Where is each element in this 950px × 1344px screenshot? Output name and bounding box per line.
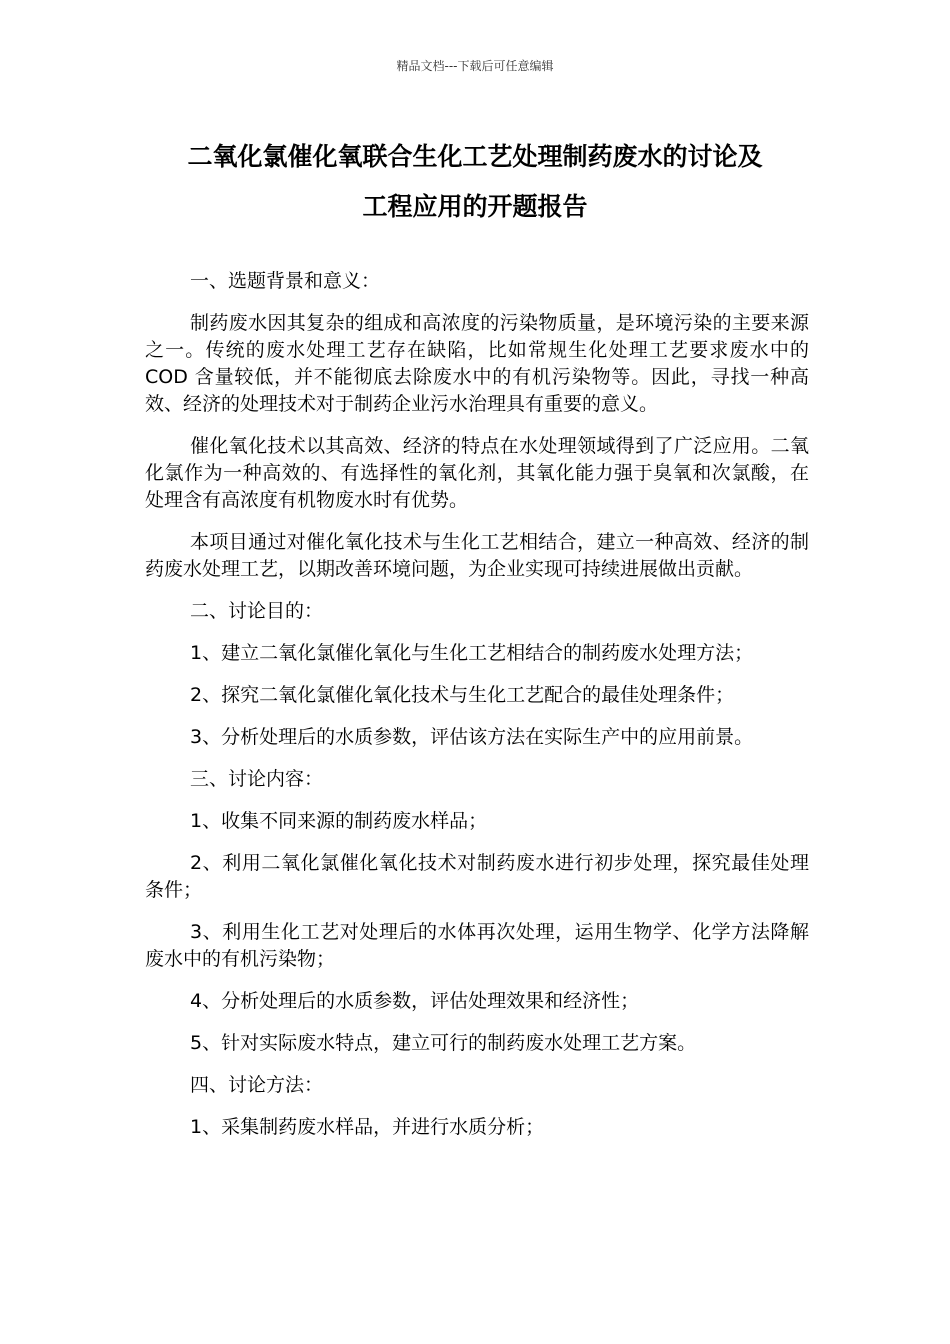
list-item: 2、探究二氧化氯催化氧化技术与生化工艺配合的最佳处理条件； bbox=[190, 684, 735, 706]
paragraph: 本项目通过对催化氧化技术与生化工艺相结合，建立一种高效、经济的制药废水处理工艺，以期改善环境问题，为企业实现可持续进展做出贡献。 bbox=[145, 531, 809, 580]
list-item: 1、建立二氧化氯催化氧化与生化工艺相结合的制药废水处理方法； bbox=[190, 642, 754, 664]
title-line-1: 二氧化氯催化氧联合生化工艺处理制药废水的讨论及 bbox=[187, 142, 763, 171]
document-title bbox=[120, 132, 830, 232]
title-line-2: 工程应用的开题报告 bbox=[362, 192, 588, 221]
section-heading-content: 三、讨论内容： bbox=[190, 768, 324, 790]
list-item: 1、收集不同来源的制药废水样品； bbox=[190, 810, 488, 832]
paragraph: 制药废水因其复杂的组成和高浓度的污染物质量，是环境污染的主要来源之一。传统的废水处理工艺存在缺陷，比如常规生化处理工艺要求废水中的 COD 含量较低，并不能彻底去除废水中的有机污染物等。因此，寻找一种高效、经济的处理技术对于制药企业污水治理具有重要的意义。 bbox=[145, 312, 809, 415]
section-heading-background: 一、选题背景和意义： bbox=[190, 270, 381, 292]
list-item: 5、针对实际废水特点，建立可行的制药废水处理工艺方案。 bbox=[190, 1032, 697, 1054]
header-note: 精品文档---下载后可任意编辑 bbox=[396, 59, 554, 73]
section-heading-method: 四、讨论方法： bbox=[190, 1074, 324, 1096]
document-body bbox=[145, 268, 809, 1156]
list-item: 4、分析处理后的水质参数，评估处理效果和经济性； bbox=[190, 990, 640, 1012]
list-item: 2、利用二氧化氯催化氧化技术对制药废水进行初步处理，探究最佳处理条件； bbox=[145, 852, 809, 901]
paragraph: 催化氧化技术以其高效、经济的特点在水处理领域得到了广泛应用。二氧化氯作为一种高效的、有选择性的氧化剂，其氧化能力强于臭氧和次氯酸，在处理含有高浓度有机物废水时有优势。 bbox=[145, 435, 809, 511]
section-heading-purpose: 二、讨论目的： bbox=[190, 600, 324, 622]
list-item: 1、采集制药废水样品，并进行水质分析； bbox=[190, 1116, 545, 1138]
list-item: 3、利用生化工艺对处理后的水体再次处理，运用生物学、化学方法降解废水中的有机污染物； bbox=[145, 921, 809, 970]
list-item: 3、分析处理后的水质参数，评估该方法在实际生产中的应用前景。 bbox=[190, 726, 754, 748]
